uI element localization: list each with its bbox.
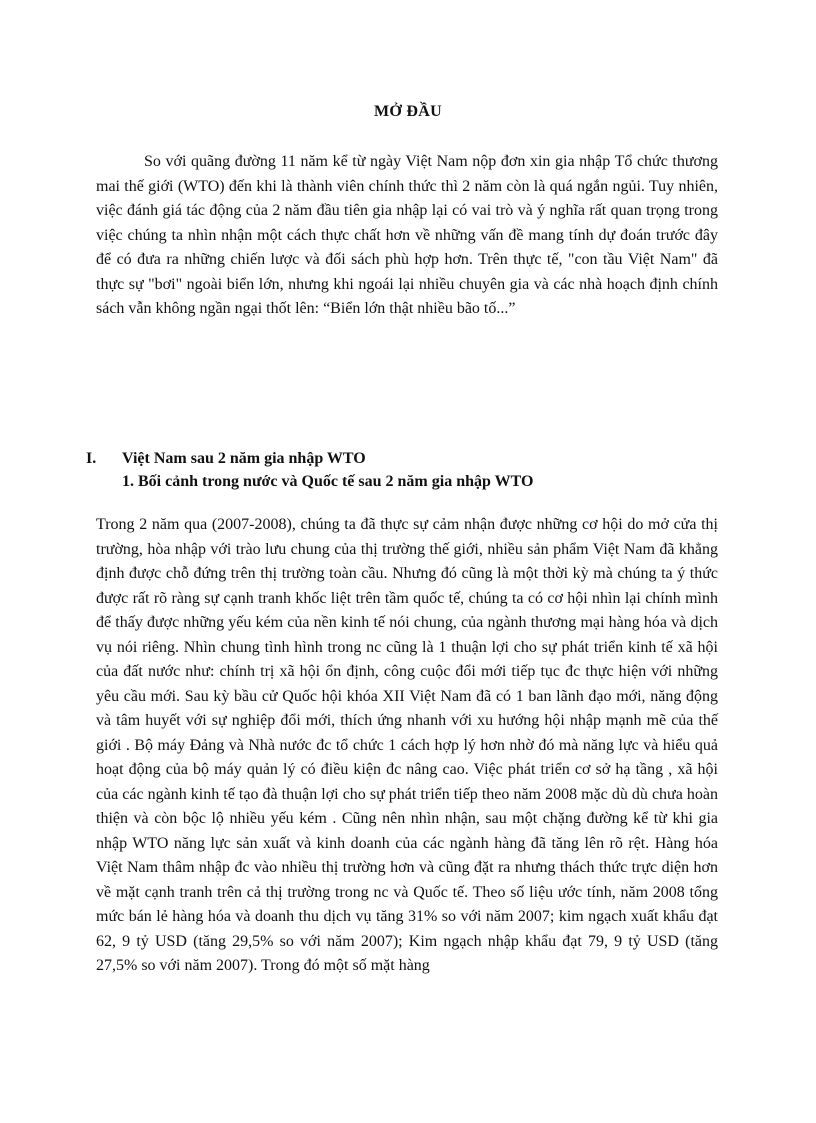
subsection-heading: 1. Bối cảnh trong nước và Quốc tế sau 2 năm gia nhập WTO [122,473,534,490]
section-heading: Việt Nam sau 2 năm gia nhập WTO [122,450,366,467]
body-paragraph: Trong 2 năm qua (2007-2008), chúng ta đã thực sự cảm nhận được những cơ hội do mở cửa thị trường, hòa nhập với trào lưu chung của thị trường thế giới, nhiều sản phẩm Việt Nam đã khẳng định được chỗ đứng trên thị trường toàn cầu. Nhưng đó cũng là một thời kỳ mà chúng ta ý thức được rất rõ ràng sự cạnh tranh khốc liệt trên tầm quốc tế, chúng ta có cơ hội nhìn lại chính mình để thấy được những yếu kém của nền kinh tế nói chung, của ngành thương mại hàng hóa và dịch vụ nói riêng. Nhìn chung tình hình trong nc cũng là 1 thuận lợi cho sự phát triển kinh tế xã hội của đất nước như: chính trị xã hội ổn định, công cuộc đổi mới tiếp tục đc thực hiện với những yêu cầu mới. Sau kỳ bầu cử Quốc hội khóa XII Việt Nam đã có 1 ban lãnh đạo mới, năng động và tâm huyết với sự nghiệp đổi mới, thích ứng nhanh với xu hướng hội nhập mạnh mẽ của thế giới . Bộ máy Đảng và Nhà nước đc tổ chức 1 cách hợp lý hơn nhờ đó mà năng lực và hiểu quả hoạt động của bộ máy quản lý có điều kiện đc nâng cao. Việc phát triển cơ sở hạ tầng , xã hội của các ngành kinh tế tạo đà thuận lợi cho sự phát triển tiếp theo năm 2008 mặc dù dù chưa hoàn thiện và còn bộc lộ nhiều yếu kém . Cũng nên nhìn nhận, sau một chặng đường kể từ khi gia nhập WTO năng lực sản xuất và kinh doanh của các ngành hàng đã tăng lên rõ rệt. Hàng hóa Việt Nam thâm nhập đc vào nhiều thị trường hơn và cũng đặt ra nhưng thách thức trực diện hơn về mặt cạnh tranh trên cả thị trường trong nc và Quốc tế. Theo số liệu ước tính, năm 2008 tổng mức bán lẻ hàng hóa và doanh thu dịch vụ tăng 31% so với năm 2007; kim ngạch xuất khẩu đạt 62, 9 tỷ USD (tăng 29,5% so với năm 2007); Kim ngạch nhập khẩu đạt 79, 9 tỷ USD (tăng 27,5% so với năm 2007). Trong đó một số mặt hàng [96,516,718,974]
section-number: I. [86,450,97,467]
page-title: MỞ ĐẦU [373,103,442,120]
intro-paragraph: So với quãng đường 11 năm kể từ ngày Việt Nam nộp đơn xin gia nhập Tổ chức thương mai thế giới (WTO) đến khi là thành viên chính thức thì 2 năm còn là quá ngắn ngủi. Tuy nhiên, việc đánh giá tác động của 2 năm đầu tiên gia nhập lại có vai trò và ý nghĩa rất quan trọng trong việc chúng ta nhìn nhận một cách thực chất hơn về những vấn đề mang tính dự đoán trước đây để có đưa ra những chiến lược và đối sách phù hợp hơn. Trên thực tế, "con tầu Việt Nam" đã thực sự "bơi" ngoài biển lớn, nhưng khi ngoái lại nhiều chuyên gia và các nhà hoạch định chính sách vẫn không ngần ngại thốt lên: “Biển lớn thật nhiều bão tố...” [96,153,718,317]
